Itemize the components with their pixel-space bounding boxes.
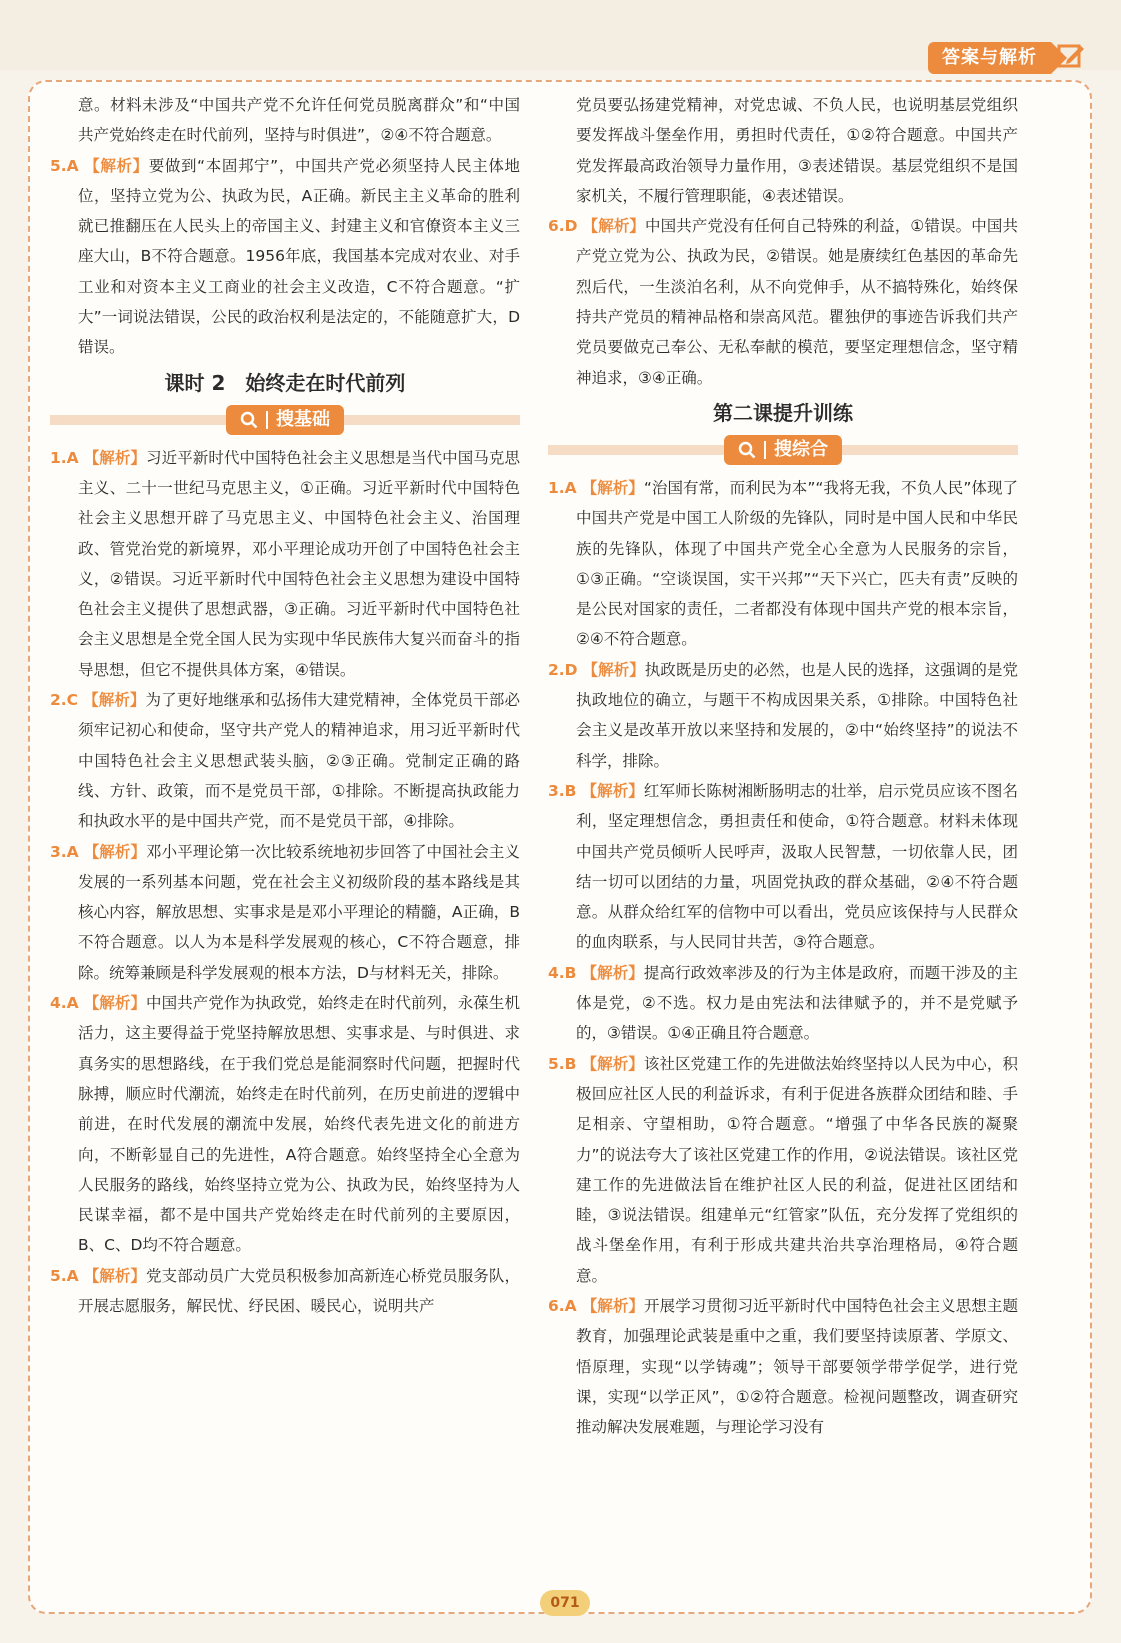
question-text: 邓小平理论第一次比较系统地初步回答了中国社会主义发展的一系列基本问题，党在社会主义初级阶段的基本路线是其核心内容，解放思想、实事求是是邓小平理论的精髓，A正确，B不符合题意。以人为本是科学发展观的核心，C不符合题意，排除。统筹兼顾是科学发展观的根本方法，D与材料无关，排除。 — [78, 842, 520, 982]
left-item-1 — [50, 443, 520, 685]
question-text: 该社区党建工作的先进做法始终坚持以人民为中心，积极回应社区人民的利益诉求，有利于促进各族群众团结和睦、手足相亲、守望相助，①符合题意。“增强了中华各民族的凝聚力”的说法夸大了该社区党建工作的作用，②说法错误。该社区党建工作的先进做法旨在维护社区人民的利益，促进社区团结和睦，③说法错误。组建单元“红管家”队伍，充分发挥了党组织的战斗堡垒作用，有利于形成共建共治共享治理格局，④符合题意。 — [576, 1054, 1018, 1285]
analysis-tag: 【解析】 — [83, 448, 147, 467]
left-item-3 — [50, 837, 520, 988]
analysis-tag: 【解析】 — [83, 1266, 147, 1285]
lesson-title: 第二课提升训练 — [713, 400, 853, 425]
section-label: 搜基础 — [276, 408, 330, 430]
question-number: 1.A — [548, 478, 577, 497]
section-band — [548, 435, 1018, 465]
question-number: 2.C — [50, 691, 79, 710]
search-icon — [738, 441, 756, 459]
section-label: 搜综合 — [774, 438, 828, 460]
question-text: 党支部动员广大党员积极参加高新连心桥党员服务队，开展志愿服务，解民忧、纾民困、暖民心，说明共产 — [78, 1266, 520, 1315]
analysis-tag: 【解析】 — [581, 478, 644, 497]
analysis-tag: 【解析】 — [83, 691, 146, 710]
question-number: 4.A — [50, 994, 79, 1013]
left-question-5 — [50, 151, 520, 363]
left-continuation: 意。材料未涉及“中国共产党不允许任何党员脱离群众”和“中国共产党始终走在时代前列，坚持与时俱进”，②④不符合题意。 — [78, 96, 520, 145]
question-number: 3.A — [50, 842, 79, 861]
question-number: 2.D — [548, 660, 578, 679]
section-band — [50, 405, 520, 435]
page-number: 071 — [540, 1590, 590, 1616]
analysis-tag: 【解析】 — [582, 660, 645, 679]
analysis-tag: 【解析】 — [581, 1054, 644, 1073]
analysis-tag: 【解析】 — [581, 1296, 645, 1315]
question-number: 5.B — [548, 1054, 577, 1073]
analysis-tag: 【解析】 — [84, 156, 149, 175]
section-pill — [724, 435, 842, 465]
question-text: 习近平新时代中国特色社会主义思想是当代中国马克思主义、二十一世纪马克思主义，①正确。习近平新时代中国特色社会主义思想开辟了马克思主义、中国特色社会主义、治国理政、管党治党的新境界，邓小平理论成功开创了中国特色社会主义，②错误。习近平新时代中国特色社会主义思想为建设中国特色社会主义提供了思想武器，③正确。习近平新时代中国特色社会主义思想是全党全国人民为实现中华民族伟大复兴而奋斗的指导思想，但它不提供具体方案，④错误。 — [78, 448, 520, 679]
right-item-6 — [548, 1291, 1018, 1442]
question-text: 中国共产党作为执政党，始终走在时代前列，永葆生机活力，这主要得益于党坚持解放思想、实事求是、与时俱进、求真务实的思想路线，在于我们党总是能洞察时代问题，把握时代脉搏，顺应时代潮流，始终走在时代前列，在历史前进的逻辑中前进，在时代发展的潮流中发展，始终代表先进文化的前进方向，不断彰显自己的先进性，A符合题意。始终坚持全心全意为人民服务的路线，始终坚持立党为公、执政为民，始终坚持为人民谋幸福，都不是中国共产党始终走在时代前列的主要原因，B、C、D均不符合题意。 — [78, 994, 520, 1255]
edit-icon — [1057, 42, 1085, 70]
analysis-tag: 【解析】 — [581, 781, 644, 800]
question-text: 提高行政效率涉及的行为主体是政府，而题干涉及的主体是党，②不选。权力是由宪法和法律赋予的，并不是党赋予的，③错误。①④正确且符合题意。 — [576, 963, 1018, 1043]
question-number: 3.B — [548, 781, 577, 800]
question-number: 5.A — [50, 1266, 79, 1285]
analysis-tag: 【解析】 — [83, 994, 147, 1013]
left-item-2 — [50, 685, 520, 836]
right-item-1 — [548, 473, 1018, 655]
left-column — [50, 90, 520, 1321]
analysis-tag: 【解析】 — [83, 842, 147, 861]
question-text: 开展学习贯彻习近平新时代中国特色社会主义思想主题教育，加强理论武装是重中之重，我们要坚持读原著、学原文、悟原理，实现“以学铸魂”；领导干部要领学带学促学，进行党课，实现“以学正风”，①②符合题意。检视问题整改，调查研究推动解决发展难题，与理论学习没有 — [576, 1296, 1018, 1437]
answer-header-tag: 答案与解析 — [928, 42, 1051, 74]
analysis-tag: 【解析】 — [582, 217, 646, 236]
right-item-5 — [548, 1049, 1018, 1291]
analysis-tag: 【解析】 — [581, 963, 644, 982]
right-column — [548, 90, 1018, 1442]
question-text: 为了更好地继承和弘扬伟大建党精神，全体党员干部必须牢记初心和使命，坚守共产党人的精神追求，用习近平新时代中国特色社会主义思想武装头脑，②③正确。党制定正确的路线、方针、政策，而不是党员干部，①排除。不断提高执政能力和执政水平的是中国共产党，而不是党员干部，④排除。 — [78, 691, 520, 831]
left-item-4 — [50, 988, 520, 1261]
search-icon — [240, 411, 258, 429]
question-text: 要做到“本固邦宁”，中国共产党必须坚持人民主体地位，坚持立党为公、执政为民，A正确。新民主主义革命的胜利就已推翻压在人民头上的帝国主义、封建主义和官僚资本主义三座大山，B不符合题意。1956年底，我国基本完成对农业、对手工业和对资本主义工商业的社会主义改造，C不符合题意。“扩大”一词说法错误，公民的政治权利是法定的，不能随意扩大，D错误。 — [78, 156, 520, 357]
divider — [764, 441, 766, 459]
right-continuation: 党员要弘扬建党精神，对党忠诚、不负人民，也说明基层党组织要发挥战斗堡垒作用，勇担时代责任，①②符合题意。中国共产党发挥最高政治领导力量作用，③表述错误。基层党组织不是国家机关，不履行管理职能，④表述错误。 — [576, 96, 1018, 205]
right-item-4 — [548, 958, 1018, 1049]
lesson-title: 课时 2 始终走在时代前列 — [164, 370, 406, 395]
question-text: 中国共产党没有任何自己特殊的利益，①错误。中国共产党立党为公、执政为民，②错误。她是赓续红色基因的革命先烈后代，一生淡泊名利，从不向党伸手，从不搞特殊化，始终保持共产党员的精神品格和崇高风范。瞿独伊的事迹告诉我们共产党员要做克己奉公、无私奉献的模范，要坚定理想信念，坚守精神追求，③④正确。 — [576, 217, 1018, 387]
divider — [266, 411, 268, 429]
question-number: 4.B — [548, 963, 577, 982]
section-pill — [226, 405, 344, 435]
question-text: “治国有常，而利民为本”“我将无我，不负人民”体现了中国共产党是中国工人阶级的先锋队，同时是中国人民和中华民族的先锋队，体现了中国共产党全心全意为人民服务的宗旨，①③正确。“空谈误国，实干兴邦”“天下兴亡，匹夫有责”反映的是公民对国家的责任，二者都没有体现中国共产党的根本宗旨，②④不符合题意。 — [576, 478, 1019, 649]
question-text: 执政既是历史的必然，也是人民的选择，这强调的是党执政地位的确立，与题干不构成因果关系，①排除。中国特色社会主义是改革开放以来坚持和发展的，②中“始终坚持”的说法不科学，排除。 — [576, 660, 1018, 770]
question-number: 6.D — [548, 217, 578, 236]
left-item-5 — [50, 1261, 520, 1322]
content-frame — [28, 80, 1092, 1614]
right-question-6 — [548, 211, 1018, 393]
right-item-2 — [548, 655, 1018, 776]
right-item-3 — [548, 776, 1018, 958]
question-text: 红军师长陈树湘断肠明志的壮举，启示党员应该不图名利，坚定理想信念，勇担责任和使命，①符合题意。材料未体现中国共产党员倾听人民呼声，汲取人民智慧，一切依靠人民，团结一切可以团结的力量，巩固党执政的群众基础，②④不符合题意。从群众给红军的信物中可以看出，党员应该保持与人民群众的血肉联系，与人民同甘共苦，③符合题意。 — [576, 781, 1018, 952]
question-number: 6.A — [548, 1296, 577, 1315]
question-number: 5.A — [50, 156, 79, 175]
question-number: 1.A — [50, 448, 79, 467]
